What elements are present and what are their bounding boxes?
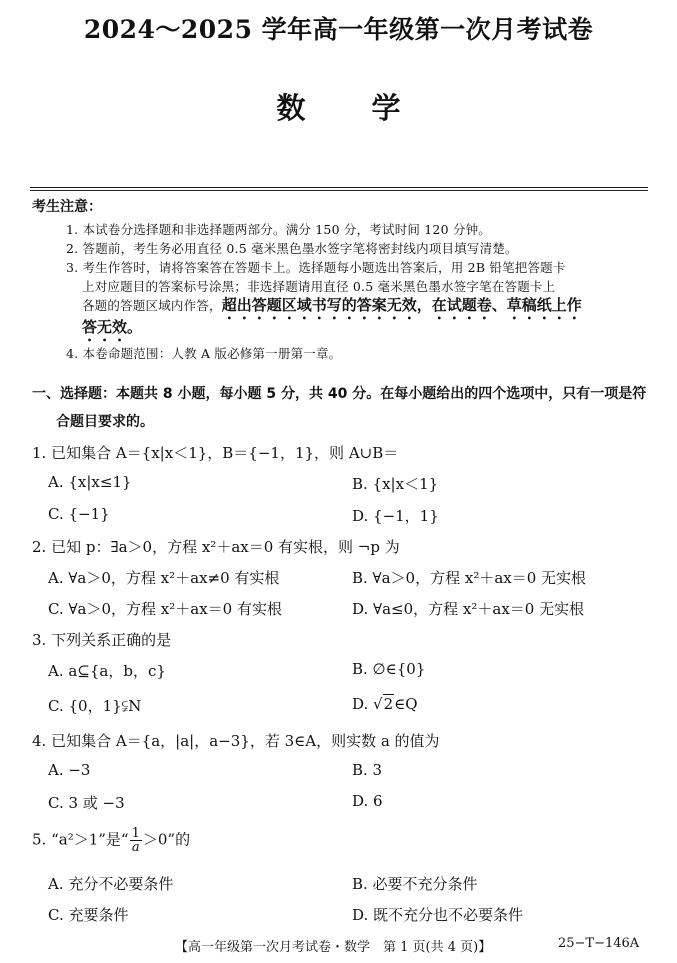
notice-emphasis: 超出答题区域书写的答案无效，在试题卷、草稿纸上作 (221, 296, 582, 314)
question-2-option-d: D. ∀a≤0，方程 x²＋ax＝0 无实根 (352, 600, 585, 618)
exam-code: 25−T−146A (558, 936, 640, 951)
question-5-stem-prefix: 5. “a²＞1”是“ (32, 830, 129, 849)
notice-item-4: 4. 本卷命题范围：人教 A 版必修第一册第一章。 (66, 346, 342, 361)
question-5-option-b: B. 必要不充分条件 (352, 875, 478, 893)
question-5-option-c: C. 充要条件 (48, 906, 129, 924)
question-4-option-d: D. 6 (352, 792, 383, 810)
fraction-denominator: a (131, 840, 140, 855)
notice-emphasis-end: 答无效。 (82, 318, 143, 336)
sqrt-symbol: √2 (373, 695, 394, 713)
question-5-option-d: D. 既不充分也不必要条件 (352, 906, 524, 924)
notice-item-1: 1. 本试卷分选择题和非选择题两部分。满分 150 分，考试时间 120 分钟。 (66, 222, 492, 237)
question-1-option-d: D. {−1，1} (352, 507, 439, 525)
notice-heading: 考生注意： (32, 199, 102, 215)
question-4-option-b: B. 3 (352, 761, 383, 779)
notice-item-3-text: 各题的答题区域内作答， (82, 298, 222, 313)
section-heading: 一、选择题：本题共 8 小题，每小题 5 分，共 40 分。在每小题给出的四个选项中，只有一项是符 (32, 386, 647, 402)
page-footer: 【高一年级第一次月考试卷・数学 第 1 页(共 4 页)】 (175, 940, 492, 955)
question-3-option-a: A. a⊆{a，b，c} (48, 662, 166, 680)
question-3-stem: 3. 下列关系正确的是 (32, 631, 172, 649)
question-3-option-d-prefix: D. (352, 695, 374, 713)
question-5-stem-suffix: ＞0”的 (142, 830, 191, 849)
question-5-stem (32, 827, 190, 854)
question-4-option-a: A. −3 (48, 761, 91, 779)
sqrt-radicand: 2 (383, 695, 394, 713)
section-heading-cont: 合题目要求的。 (56, 414, 154, 430)
question-1-option-a: A. {x|x≤1} (48, 473, 132, 491)
question-1-stem: 1. 已知集合 A＝{x|x＜1}，B＝{−1，1}，则 A∪B＝ (32, 444, 399, 462)
divider-top (30, 187, 648, 188)
notice-item-3-cont: 上对应题目的答案标号涂黑；非选择题请用直径 0.5 毫米黑色墨水签字笔在答题卡上 (82, 279, 556, 294)
question-3-option-c: C. {0，1}⫋N (48, 697, 142, 715)
notice-item-2: 2. 答题前，考生务必用直径 0.5 毫米黑色墨水签字笔将密封线内项目填写清楚。 (66, 241, 518, 256)
question-3-option-d (352, 695, 418, 713)
question-2-option-c: C. ∀a＞0，方程 x²＋ax＝0 有实根 (48, 600, 282, 618)
question-4-stem: 4. 已知集合 A＝{a，|a|，a−3}，若 3∈A，则实数 a 的值为 (32, 732, 440, 750)
question-2-option-a: A. ∀a＞0，方程 x²＋ax≠0 有实根 (48, 569, 280, 587)
question-3-option-b: B. ∅∈{0} (352, 660, 426, 678)
exam-title: 2024～2025 学年高一年级第一次月考试卷 (83, 15, 594, 44)
question-3-option-d-suffix: ∈Q (394, 695, 418, 713)
question-1-option-b: B. {x|x＜1} (352, 475, 439, 493)
question-4-option-c: C. 3 或 −3 (48, 794, 125, 812)
fraction (130, 827, 142, 854)
notice-item-3-last (82, 294, 582, 323)
divider-bottom (30, 190, 648, 191)
question-2-stem: 2. 已知 p：∃a＞0，方程 x²＋ax＝0 有实根，则 ¬p 为 (32, 538, 400, 556)
question-2-option-b: B. ∀a＞0，方程 x²＋ax＝0 无实根 (352, 569, 587, 587)
notice-item-3: 3. 考生作答时，请将答案答在答题卡上。选择题每小题选出答案后，用 2B 铅笔把答题卡 (66, 260, 566, 275)
subject-title: 数 学 (276, 91, 429, 125)
question-1-option-c: C. {−1} (48, 505, 110, 523)
fraction-numerator: 1 (131, 826, 140, 841)
question-5-option-a: A. 充分不必要条件 (48, 875, 174, 893)
